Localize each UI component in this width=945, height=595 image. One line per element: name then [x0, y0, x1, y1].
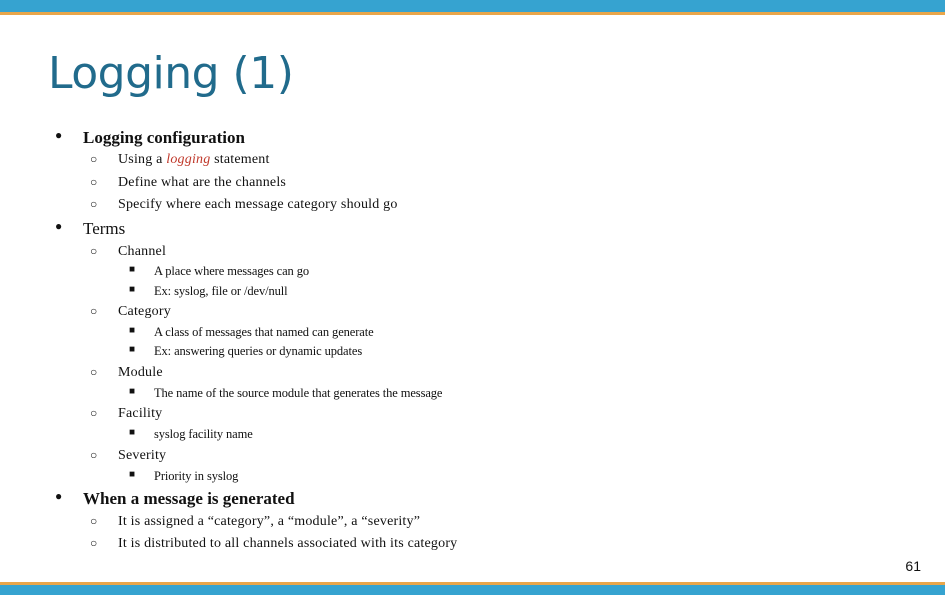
bottom-accent-bar: [0, 585, 945, 595]
term-facility: ○ Facility: [90, 406, 163, 421]
term-module: ○ Module: [90, 365, 163, 380]
bullet-dot-icon: ●: [55, 219, 63, 233]
square-bullet-icon: ■: [129, 469, 135, 480]
channel-definition: ■ A place where messages can go: [129, 264, 310, 278]
term-category: ○ Category: [90, 304, 171, 319]
subbullet-assigned: ○ It is assigned a “category”, a “module”, a “severity”: [90, 514, 421, 529]
facility-definition: ■ syslog facility name: [129, 427, 253, 441]
category-example: ■ Ex: answering queries or dynamic updates: [129, 344, 363, 358]
square-bullet-icon: ■: [129, 264, 135, 275]
logging-keyword: logging: [166, 152, 211, 167]
channel-example: ■ Ex: syslog, file or /dev/null: [129, 284, 288, 298]
subbullet-distributed: ○ It is distributed to all channels associated with its category: [90, 536, 458, 551]
bullet-when-message-generated: ● When a message is generated: [55, 489, 295, 508]
hollow-bullet-icon: ○: [90, 175, 98, 189]
bullet-logging-configuration: ● Logging configuration: [55, 128, 245, 147]
term-severity: ○ Severity: [90, 448, 167, 463]
subbullet-define-channels: ○ Define what are the channels: [90, 175, 287, 190]
square-bullet-icon: ■: [129, 344, 135, 355]
hollow-bullet-icon: ○: [90, 536, 98, 550]
hollow-bullet-icon: ○: [90, 304, 98, 318]
subbullet-using-logging-statement: ○ Using a logging statement: [90, 152, 270, 167]
hollow-bullet-icon: ○: [90, 365, 98, 379]
hollow-bullet-icon: ○: [90, 197, 98, 211]
category-definition: ■ A class of messages that named can generate: [129, 325, 374, 339]
bullet-dot-icon: ●: [55, 489, 63, 503]
bullet-dot-icon: ●: [55, 128, 63, 142]
module-definition: ■ The name of the source module that generates the message: [129, 386, 443, 400]
square-bullet-icon: ■: [129, 427, 135, 438]
square-bullet-icon: ■: [129, 284, 135, 295]
hollow-bullet-icon: ○: [90, 406, 98, 420]
bullet-terms: ● Terms: [55, 219, 126, 238]
term-channel: ○ Channel: [90, 244, 167, 259]
hollow-bullet-icon: ○: [90, 152, 98, 166]
square-bullet-icon: ■: [129, 386, 135, 397]
hollow-bullet-icon: ○: [90, 244, 98, 258]
page-number: 61: [905, 558, 921, 574]
hollow-bullet-icon: ○: [90, 448, 98, 462]
subbullet-specify-category: ○ Specify where each message category should go: [90, 197, 398, 212]
slide-title: Logging (1): [48, 48, 294, 99]
top-accent-bar: [0, 0, 945, 12]
severity-definition: ■ Priority in syslog: [129, 469, 239, 483]
square-bullet-icon: ■: [129, 325, 135, 336]
hollow-bullet-icon: ○: [90, 514, 98, 528]
